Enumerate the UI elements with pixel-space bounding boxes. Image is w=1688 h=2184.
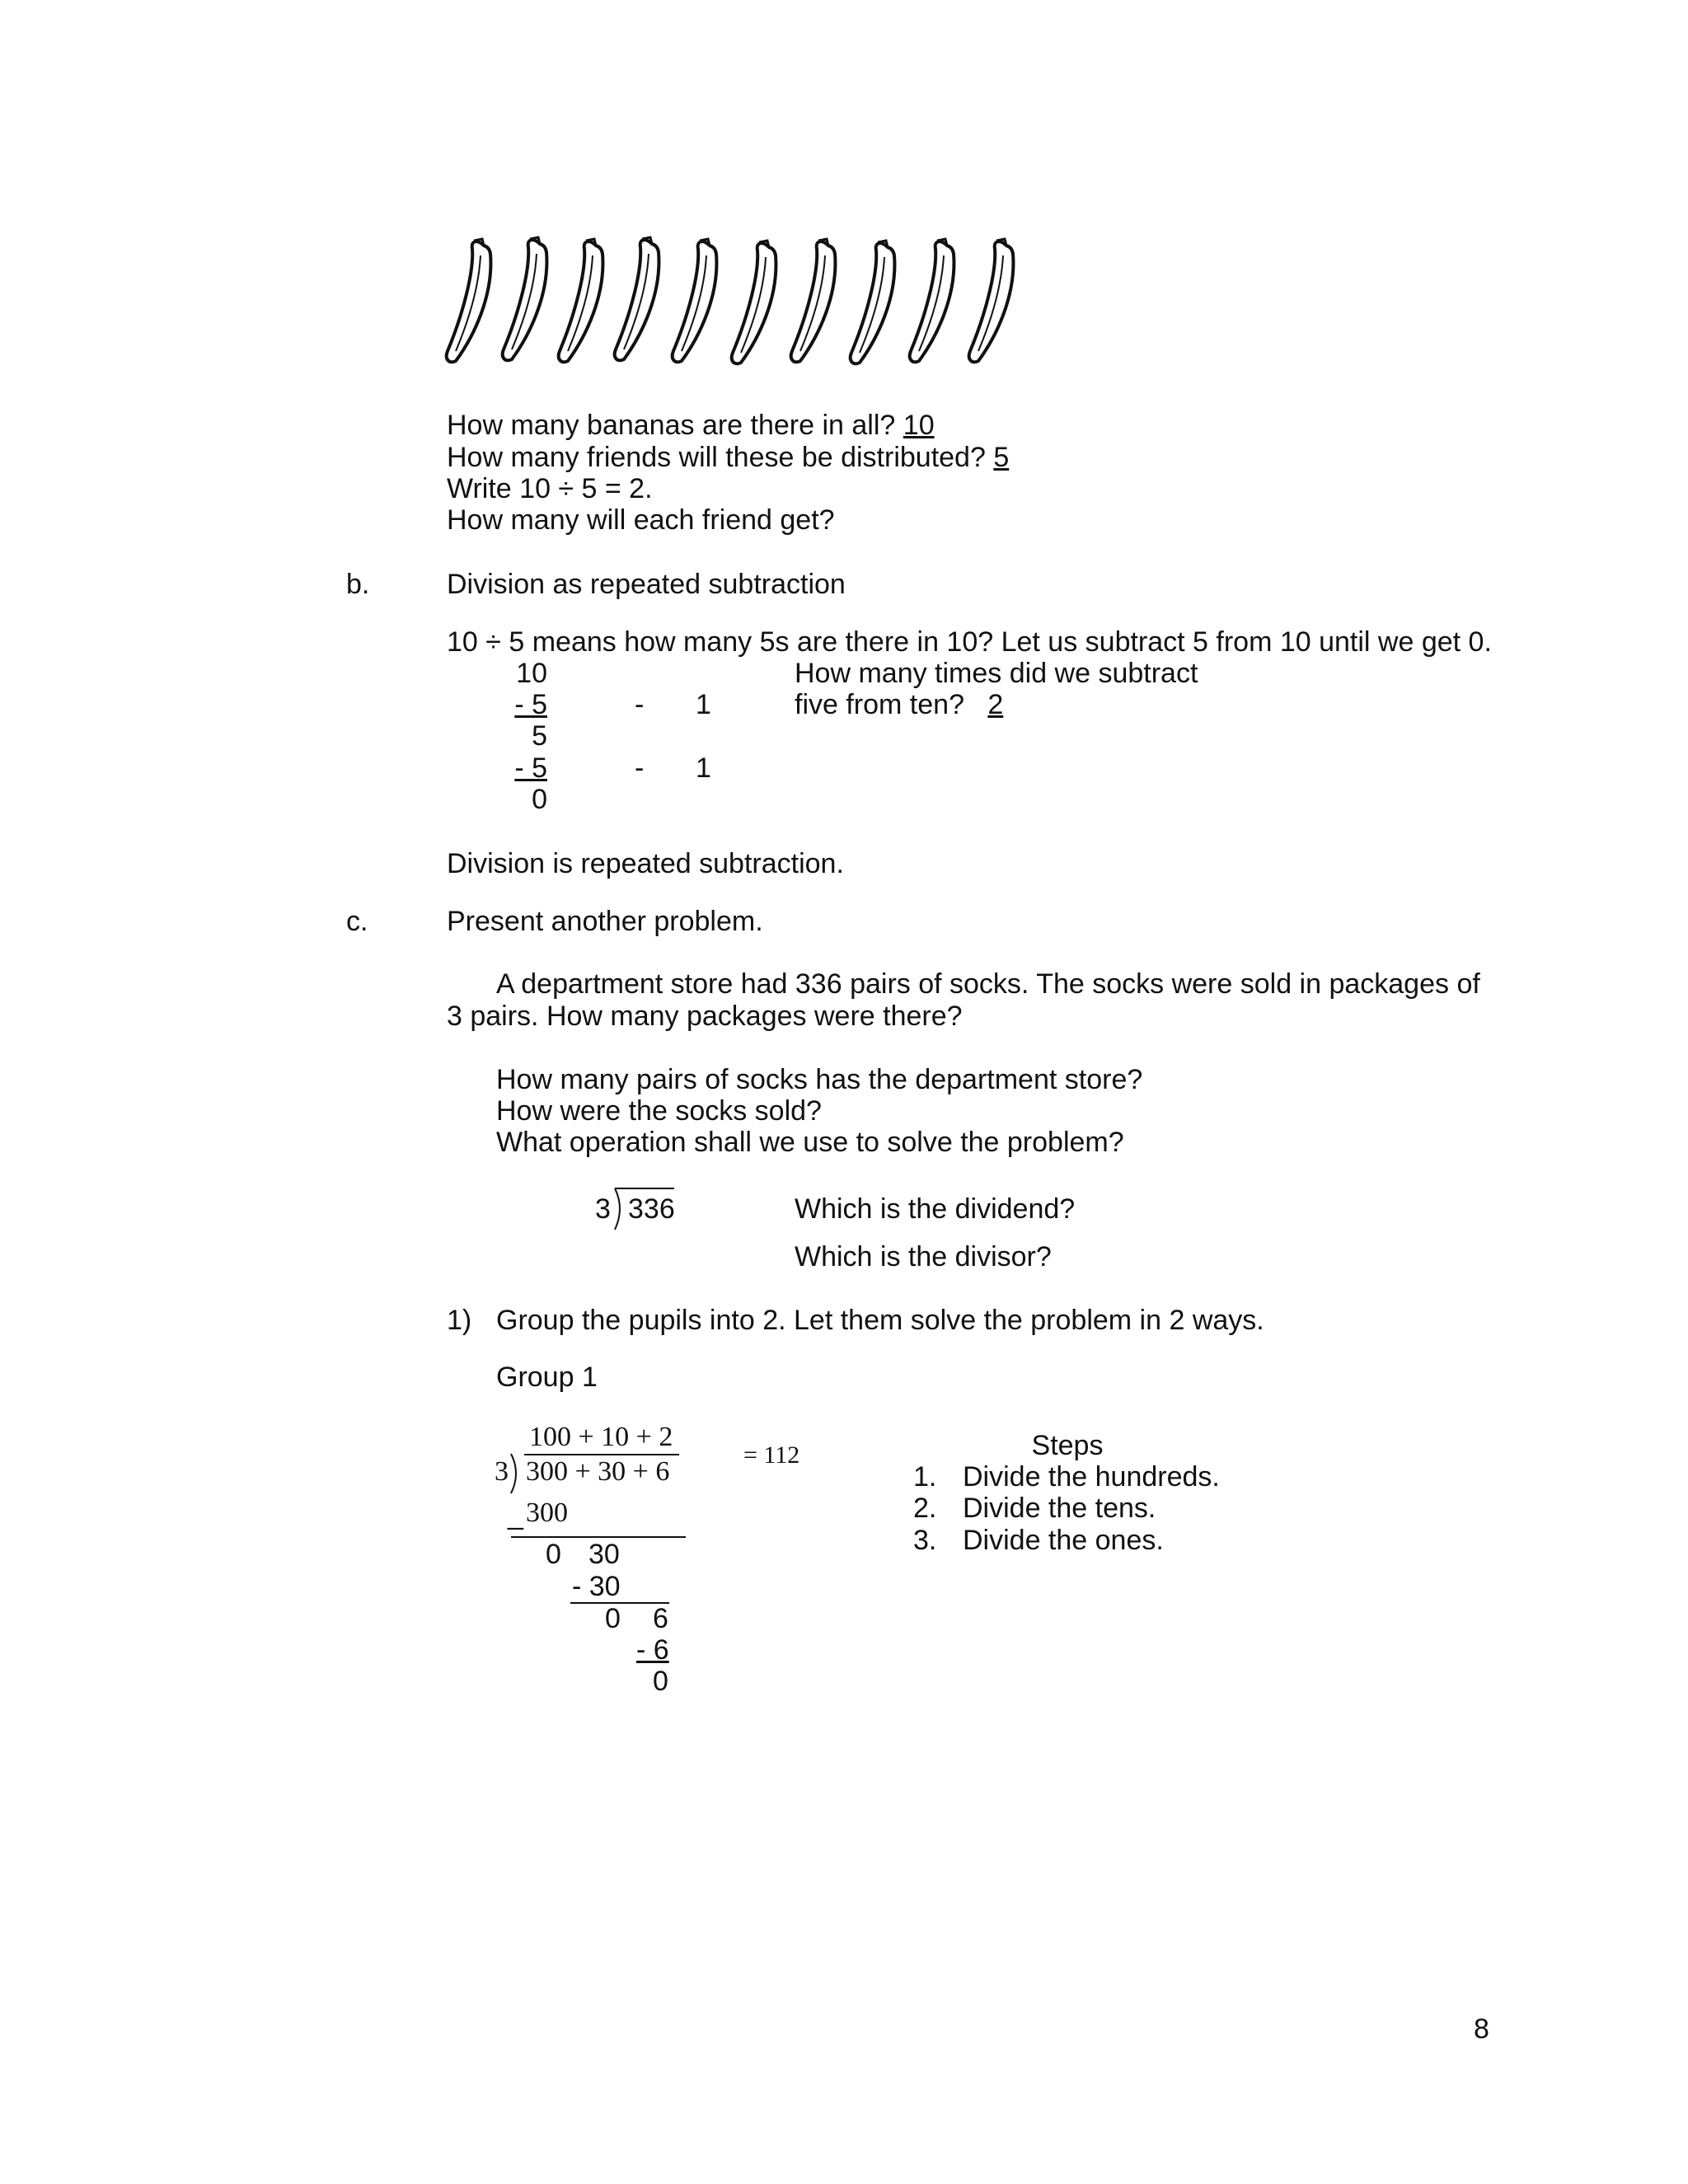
divisor-question: Which is the divisor?	[795, 1241, 1052, 1272]
subtraction-row: 0	[532, 784, 547, 815]
section-b-conclusion: Division is repeated subtraction.	[447, 848, 844, 879]
section-b-intro: 10 ÷ 5 means how many 5s are there in 10? Let us subtract 5 from 10 until we get 0.	[447, 626, 1492, 658]
friends-question: How many friends will these be distributed? 5	[447, 442, 1010, 473]
step-number: 1.	[913, 1461, 937, 1493]
dividend: 336	[628, 1193, 675, 1225]
work-step: 300	[526, 1497, 568, 1528]
problem-question: How many pairs of socks has the department store?	[496, 1064, 1143, 1095]
times-answer: 2	[987, 689, 1004, 720]
tally-dash: -	[635, 689, 645, 720]
subtraction-row: - 5	[514, 689, 547, 720]
banana-icon	[791, 239, 836, 362]
divisor: 3	[595, 1193, 611, 1225]
tally-count: 1	[696, 752, 711, 784]
work-step: - 30	[572, 1571, 621, 1602]
step-number: 3.	[913, 1525, 937, 1556]
subtraction-row: 10	[516, 658, 547, 689]
banana-icon	[851, 241, 895, 363]
problem-question: What operation shall we use to solve the problem?	[496, 1127, 1124, 1158]
subtraction-row: - 5	[514, 752, 547, 784]
section-b-letter: b.	[346, 569, 370, 600]
step-text: Divide the hundreds.	[963, 1461, 1220, 1493]
dividend-question: Which is the dividend?	[795, 1193, 1076, 1225]
write-equation: Write 10 ÷ 5 = 2.	[447, 473, 653, 504]
banana-icon	[673, 239, 717, 362]
work-step: 0	[605, 1603, 621, 1634]
work-step: 6	[653, 1603, 668, 1634]
banana-icon	[447, 239, 491, 362]
bananas-answer: 10	[903, 410, 935, 441]
banana-icon	[910, 239, 954, 362]
task-text: Group the pupils into 2. Let them solve the problem in 2 ways.	[496, 1305, 1264, 1336]
problem-line1: A department store had 336 pairs of socks. The socks were sold in packages of	[496, 968, 1480, 1000]
bananas-question: How many bananas are there in all? 10	[447, 410, 935, 441]
steps-title: Steps	[1031, 1430, 1104, 1461]
group-label: Group 1	[496, 1361, 598, 1393]
step-number: 2.	[913, 1493, 937, 1524]
section-c-title: Present another problem.	[447, 906, 763, 937]
times-question-line1: How many times did we subtract	[795, 658, 1198, 689]
step-text: Divide the tens.	[963, 1493, 1156, 1524]
task-number: 1)	[447, 1305, 472, 1336]
work-step: 30	[588, 1539, 620, 1570]
quotient-result: = 112	[743, 1441, 800, 1469]
banana-icon	[732, 241, 776, 363]
work-step: - 6	[636, 1634, 669, 1666]
banana-icon	[969, 239, 1014, 362]
subtraction-row: 5	[532, 720, 547, 752]
tally-count: 1	[696, 689, 711, 720]
banana-icon	[559, 239, 603, 362]
divisor-2: 3	[495, 1456, 509, 1487]
minus-sign: _	[508, 1499, 523, 1530]
banana-icon	[503, 237, 547, 360]
section-b-title: Division as repeated subtraction	[447, 569, 846, 600]
page-number: 8	[1474, 2013, 1489, 2045]
banana-icon	[615, 237, 659, 360]
quotient-expanded: 100 + 10 + 2	[529, 1422, 673, 1452]
step-text: Divide the ones.	[963, 1525, 1164, 1556]
work-step: 0	[653, 1666, 668, 1697]
each-friend-question: How many will each friend get?	[447, 504, 835, 536]
times-question-line2: five from ten? 2	[795, 689, 1004, 720]
friends-answer: 5	[993, 442, 1010, 473]
tally-dash: -	[635, 752, 645, 784]
section-c-letter: c.	[346, 906, 368, 937]
work-step: 0	[546, 1539, 561, 1570]
problem-line2: 3 pairs. How many packages were there?	[447, 1001, 963, 1032]
bananas-illustration	[441, 229, 1051, 377]
dividend-expanded: 300 + 30 + 6	[526, 1456, 670, 1487]
problem-question: How were the socks sold?	[496, 1095, 822, 1127]
